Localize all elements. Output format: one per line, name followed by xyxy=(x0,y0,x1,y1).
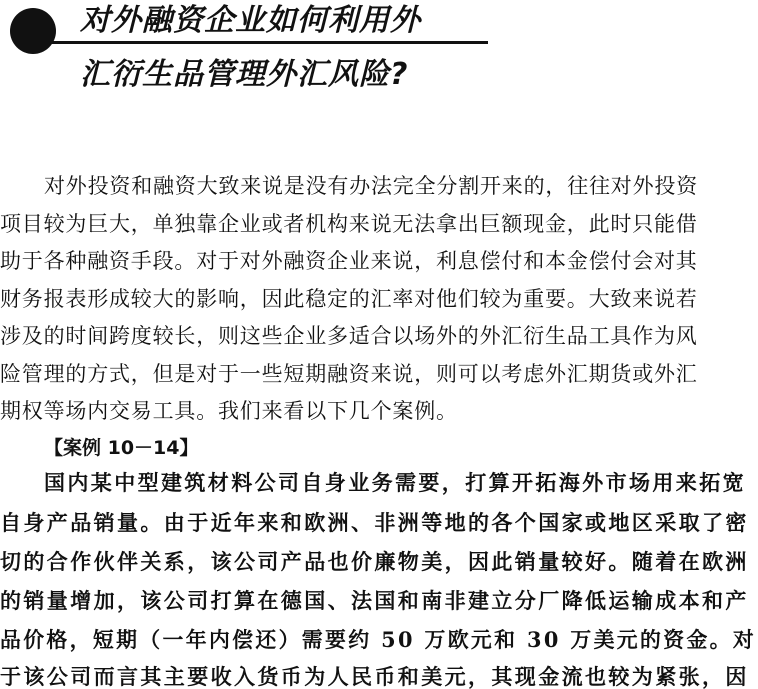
paragraph-1-line: 对外投资和融资大致来说是没有办法完全分割开来的，往往对外投资 xyxy=(44,174,698,198)
paragraph-1-line: 涉及的时间跨度较长，则这些企业多适合以场外的外汇衍生品工具作为风 xyxy=(0,324,698,348)
paragraph-1-line: 项目较为巨大，单独靠企业或者机构来说无法拿出巨额现金，此时只能借 xyxy=(0,212,698,236)
heading-line-2: 汇衍生品管理外汇风险? xyxy=(80,57,409,92)
paragraph-2-line: 国内某中型建筑材料公司自身业务需要，打算开拓海外市场用来拓宽 xyxy=(44,470,746,495)
paragraph-2-line: 品价格，短期（一年内偿还）需要约 50 万欧元和 30 万美元的资金。对 xyxy=(0,627,757,652)
paragraph-1-line: 期权等场内交易工具。我们来看以下几个案例。 xyxy=(0,399,458,423)
paragraph-2-line: 切的合作伙伴关系，该公司产品也价廉物美，因此销量较好。随着在欧洲 xyxy=(0,549,749,574)
paragraph-1-line: 助于各种融资手段。对于对外融资企业来说，利息偿付和本金偿付会对其 xyxy=(0,249,698,273)
paragraph-2-line: 于该公司而言其主要收入货币为人民币和美元，其现金流也较为紧张，因 xyxy=(0,664,749,689)
paragraph-1-line: 财务报表形成较大的影响，因此稳定的汇率对他们较为重要。大致来说若 xyxy=(0,287,698,311)
paragraph-2-line: 自身产品销量。由于近年来和欧洲、非洲等地的各个国家或地区采取了密 xyxy=(0,510,749,535)
paragraph-2-line: 的销量增加，该公司打算在德国、法国和南非建立分厂降低运输成本和产 xyxy=(0,588,749,613)
heading-rule xyxy=(24,41,488,44)
heading-line-1: 对外融资企业如何利用外 xyxy=(80,3,421,38)
case-label: 【案例 10－14】 xyxy=(44,437,199,459)
paragraph-1-line: 险管理的方式，但是对于一些短期融资来说，则可以考虑外汇期货或外汇 xyxy=(0,362,698,386)
heading-bullet-icon xyxy=(10,8,56,54)
